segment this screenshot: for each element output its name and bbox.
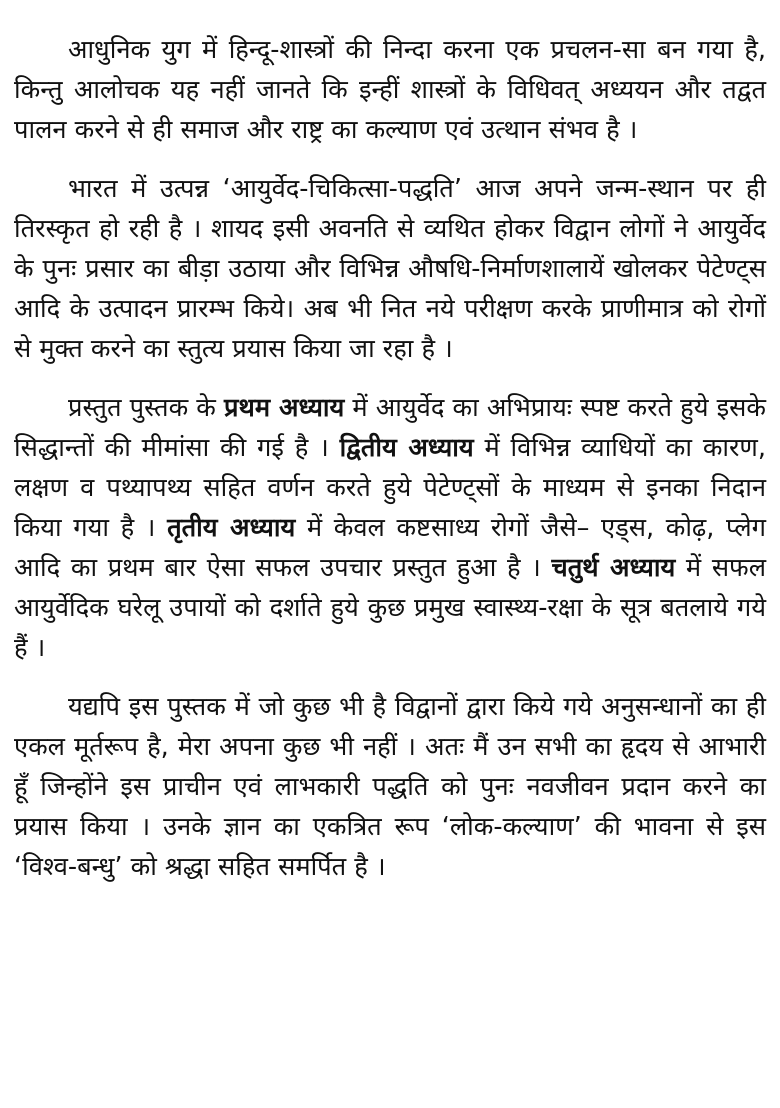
paragraph-2-text: भारत में उत्पन्न ‘आयुर्वेद-चिकित्सा-पद्धति’ आज अपने जन्म-स्थान पर ही तिरस्कृत हो रही है । शायद इसी अवनति से व्यथित होकर विद्वान लोगों ने आयुर्वेद के पुनः प्रसार का बीड़ा उठाया और विभिन्न औषधि-निर्माणशालायें खोलकर पेटेण्ट्स आदि के उत्पादन प्रारम्भ किये। अब भी नित नये परीक्षण करके प्राणीमात्र को रोगों से मुक्त करने का स्तुत्य प्रयास किया जा रहा है । <box>14 174 766 364</box>
chapter-1-heading: प्रथम अध्याय <box>224 393 345 423</box>
paragraph-3 <box>14 388 766 668</box>
paragraph-4-text: यद्यपि इस पुस्तक में जो कुछ भी है विद्वानों द्वारा किये गये अनुसन्धानों का ही एकल मूर्तरूप है, मेरा अपना कुछ भी नहीं । अतः मैं उन सभी का हृदय से आभारी हूँ जिन्होंने इस प्राचीन एवं लाभकारी पद्धति को पुनः नवजीवन प्रदान करने का प्रयास किया । उनके ज्ञान का एकत्रित रूप ‘लोक-कल्याण’ की भावना से इस ‘विश्व-बन्धु’ को श्रद्धा सहित समर्पित है । <box>14 692 766 882</box>
paragraph-3-text-5: में सफल आयुर्वेदिक घरेलू उपायों को दर्शाते हुये कुछ प्रमुख स्वास्थ्य-रक्षा के सूत्र बतलाये गये हैं । <box>14 553 767 663</box>
paragraph-3-text-4: में केवल कष्टसाध्य रोगों जैसे– एड्स, कोढ़, प्लेग आदि का प्रथम बार ऐसा सफल उपचार प्रस्तुत हुआ है । <box>14 513 766 583</box>
paragraph-3-text-2: में आयुर्वेद का अभिप्रायः स्पष्ट करते हुये इसके सिद्धान्तों की मीमांसा की गई है । <box>14 393 766 463</box>
document-page <box>14 30 766 887</box>
paragraph-1 <box>14 30 766 150</box>
paragraph-3-text-1: प्रस्तुत पुस्तक के <box>68 393 225 423</box>
chapter-4-heading: चतुर्थ अध्याय <box>551 553 676 583</box>
paragraph-4 <box>14 687 766 887</box>
chapter-3-heading: तृतीय अध्याय <box>167 513 296 543</box>
paragraph-3-text-3: में विभिन्न व्याधियों का कारण, लक्षण व पथ्यापथ्य सहित वर्णन करते हुये पेटेण्ट्सों के माध्यम से इनका निदान किया गया है । <box>14 433 766 543</box>
chapter-2-heading: द्वितीय अध्याय <box>339 433 474 463</box>
paragraph-1-text: आधुनिक युग में हिन्दू-शास्त्रों की निन्दा करना एक प्रचलन-सा बन गया है, किन्तु आलोचक यह नहीं जानते कि इन्हीं शास्त्रों के विधिवत् अध्ययन और तद्वत पालन करने से ही समाज और राष्ट्र का कल्याण एवं उत्थान संभव है । <box>14 35 766 145</box>
paragraph-2 <box>14 169 766 369</box>
